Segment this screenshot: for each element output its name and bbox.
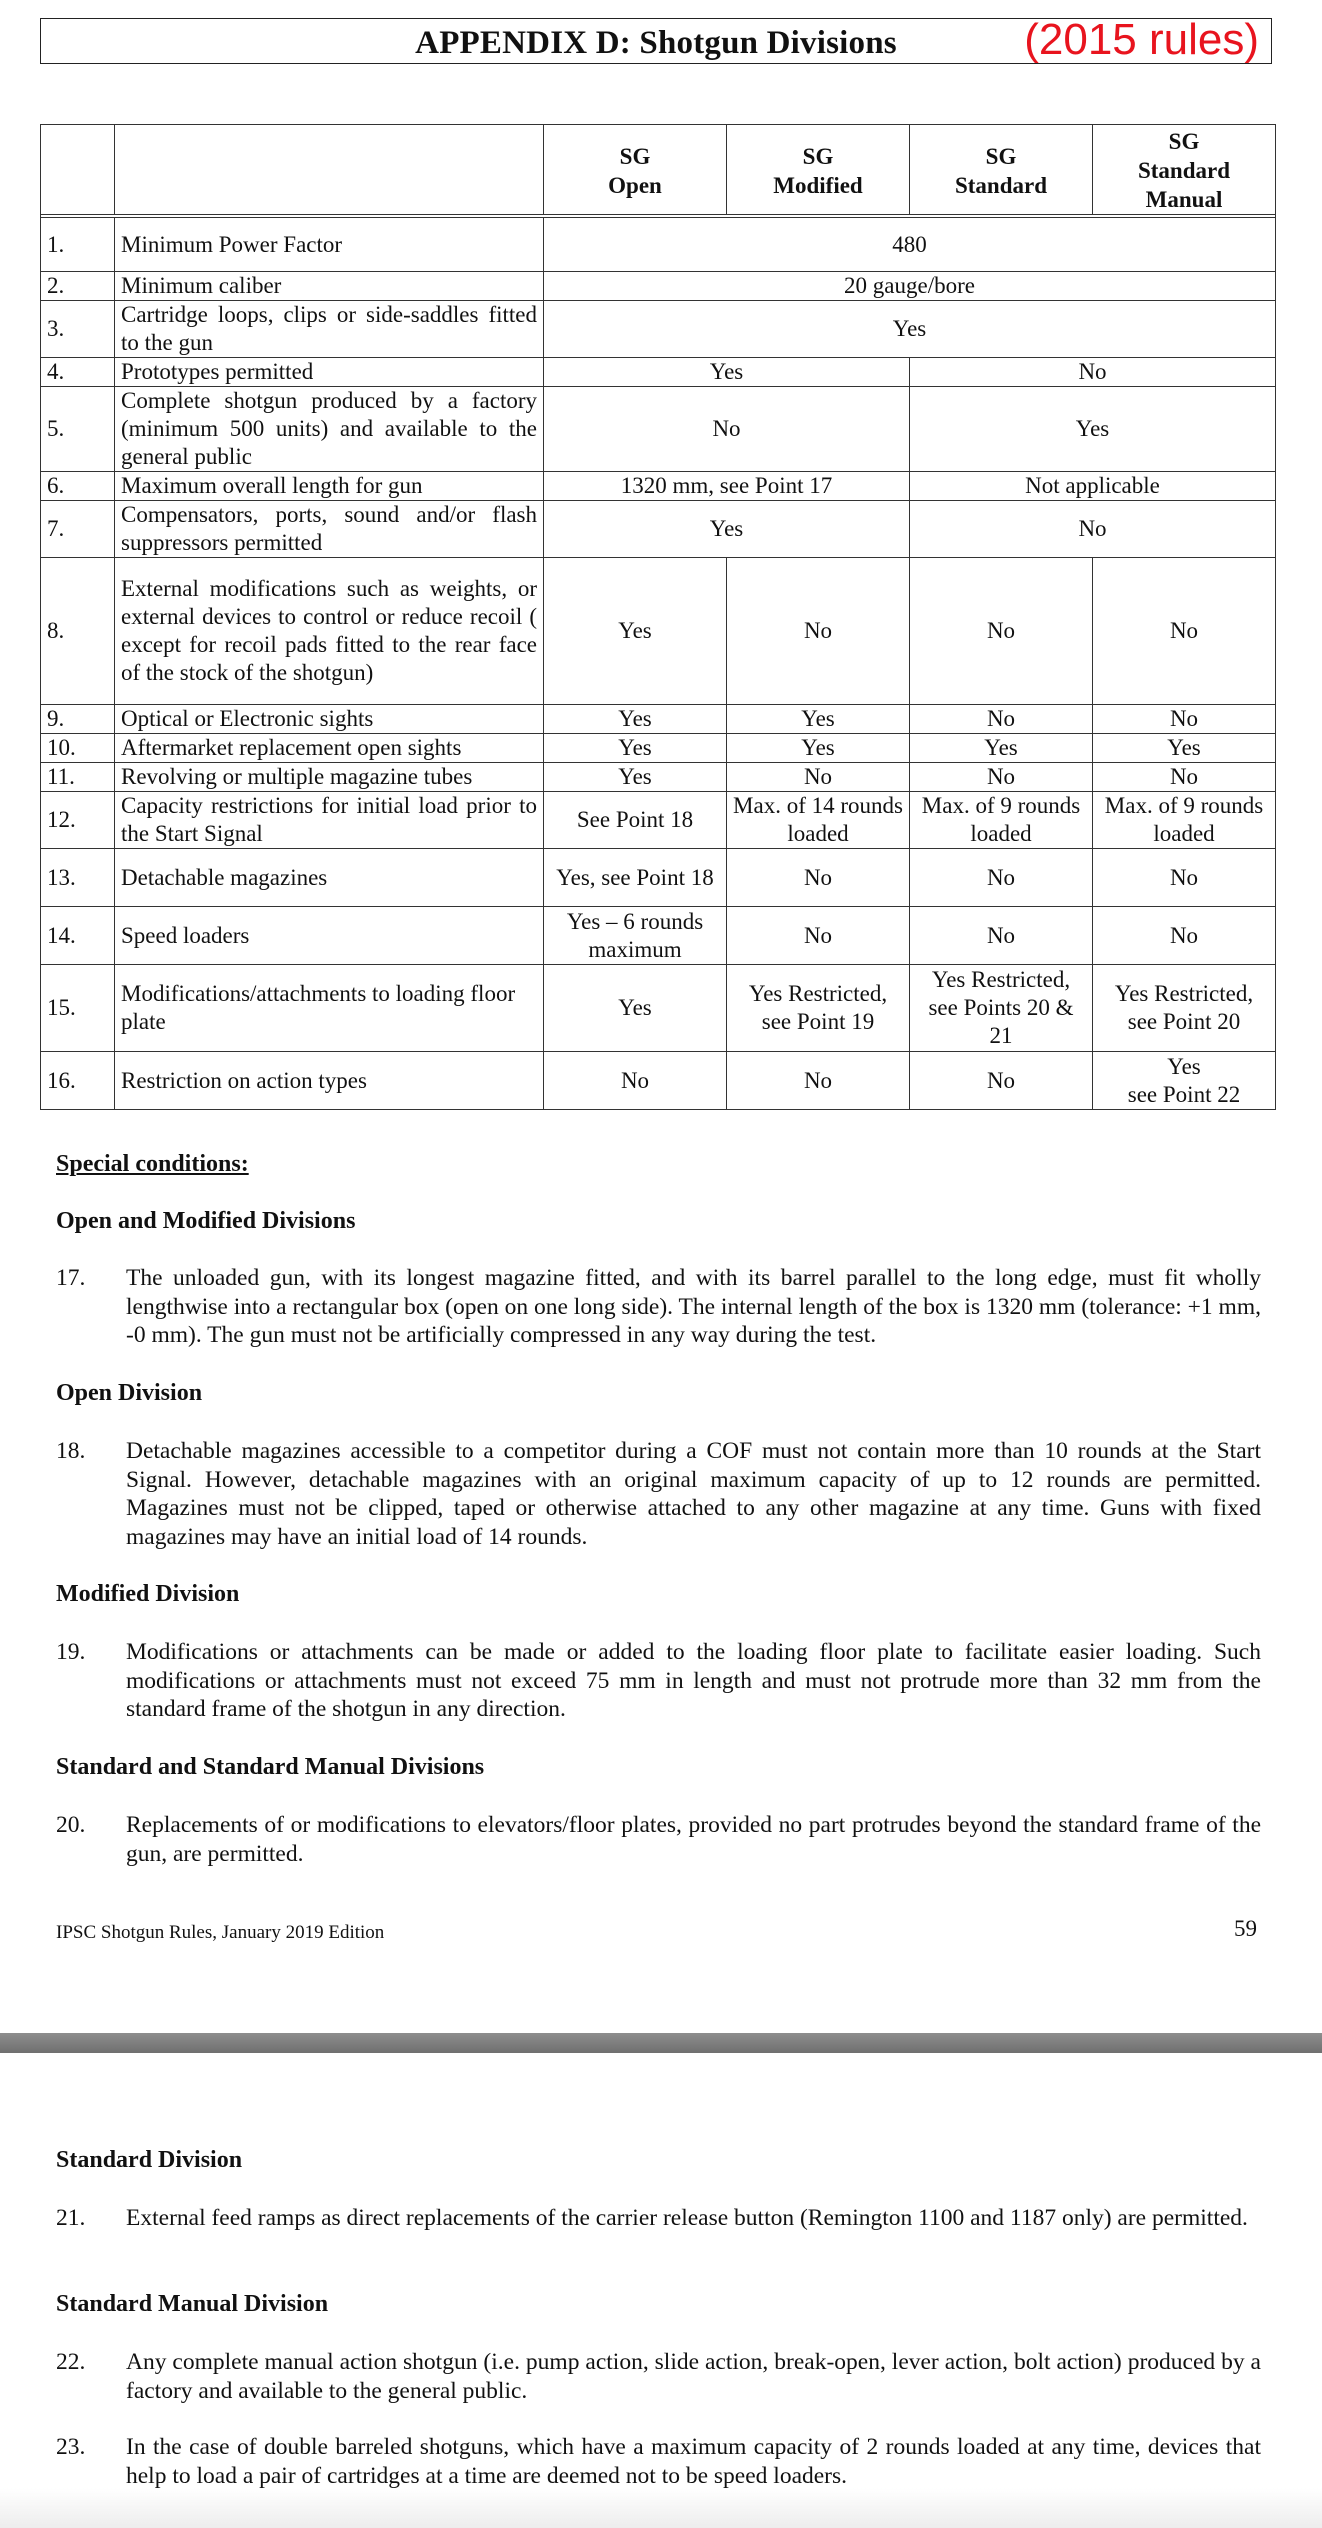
cell-value: Yes xyxy=(544,358,910,387)
row-number: 12. xyxy=(41,792,115,849)
point-text: The unloaded gun, with its longest magazine fitted, and with its barrel parallel to the long edge, must fit wholly lengthwise into a rectangular box (open on one long side). The internal length of the box is 1320 mm (tolerance: +1 mm, -0 mm). The gun must not be artificially compressed in any way during the test. xyxy=(126,1265,1261,1348)
point-number: 19. xyxy=(56,1639,86,1665)
row-number: 16. xyxy=(41,1052,115,1110)
cell-value: Yes xyxy=(727,705,910,734)
standard-division-heading: Standard Division xyxy=(56,2147,243,2173)
cell-value: Yes Restricted, see Point 20 xyxy=(1093,965,1276,1052)
point-22 xyxy=(56,2348,1261,2405)
point-20 xyxy=(56,1811,1261,1868)
cell-value: No xyxy=(910,558,1093,705)
table-row xyxy=(41,301,1276,358)
row-number: 14. xyxy=(41,907,115,965)
table-row xyxy=(41,734,1276,763)
row-number: 9. xyxy=(41,705,115,734)
row-description: External modifications such as weights, or external devices to control or reduce recoil ( except for recoil pads fitted to the rear face of the stock of the shotgun) xyxy=(115,558,544,705)
cell-value: Yes, see Point 18 xyxy=(544,849,727,907)
row-number: 6. xyxy=(41,472,115,501)
cell-value: No xyxy=(727,849,910,907)
point-number: 18. xyxy=(56,1438,86,1464)
cell-value: 20 gauge/bore xyxy=(544,272,1276,301)
cell-value: Yes xyxy=(544,763,727,792)
cell-value: No xyxy=(544,387,910,472)
row-description: Minimum Power Factor xyxy=(115,218,544,272)
table-row xyxy=(41,763,1276,792)
cell-value: No xyxy=(910,358,1276,387)
row-description: Restriction on action types xyxy=(115,1052,544,1110)
open-division-heading: Open Division xyxy=(56,1380,203,1406)
row-description: Modifications/attachments to loading floor plate xyxy=(115,965,544,1052)
standard-manual-heading: Standard Manual Division xyxy=(56,2291,329,2317)
table-row xyxy=(41,387,1276,472)
table-row xyxy=(41,1052,1276,1110)
cell-value: No xyxy=(727,763,910,792)
cell-value: No xyxy=(1093,907,1276,965)
row-number: 11. xyxy=(41,763,115,792)
cell-value: Yes xyxy=(910,734,1093,763)
row-number: 3. xyxy=(41,301,115,358)
row-description: Cartridge loops, clips or side-saddles fitted to the gun xyxy=(115,301,544,358)
cell-value: No xyxy=(910,763,1093,792)
cell-value: No xyxy=(544,1052,727,1110)
row-description: Optical or Electronic sights xyxy=(115,705,544,734)
point-19 xyxy=(56,1638,1261,1724)
cell-value: No xyxy=(1093,705,1276,734)
cell-value: Yes xyxy=(544,501,910,558)
column-header-sg-open: SG Open xyxy=(544,125,727,215)
cell-value: No xyxy=(910,705,1093,734)
cell-value: Yes xyxy=(544,965,727,1052)
cell-value: No xyxy=(910,849,1093,907)
cell-value: No xyxy=(1093,849,1276,907)
appendix-title-box xyxy=(40,15,1272,64)
cell-value: Max. of 9 rounds loaded xyxy=(1093,792,1276,849)
standard-and-manual-heading: Standard and Standard Manual Divisions xyxy=(56,1754,485,1780)
point-18 xyxy=(56,1437,1261,1551)
header-empty-num xyxy=(41,125,115,215)
table-header-row xyxy=(41,125,1276,215)
row-number: 10. xyxy=(41,734,115,763)
row-number: 4. xyxy=(41,358,115,387)
column-header-sg-standard: SG Standard xyxy=(910,125,1093,215)
row-number: 1. xyxy=(41,218,115,272)
point-17 xyxy=(56,1264,1261,1350)
cell-value: No xyxy=(910,907,1093,965)
table-row xyxy=(41,705,1276,734)
table-row xyxy=(41,272,1276,301)
table-row xyxy=(41,849,1276,907)
row-description: Aftermarket replacement open sights xyxy=(115,734,544,763)
special-conditions-heading: Special conditions: xyxy=(56,1151,249,1177)
cell-value: 1320 mm, see Point 17 xyxy=(544,472,910,501)
row-number: 13. xyxy=(41,849,115,907)
cell-value: Max. of 9 rounds loaded xyxy=(910,792,1093,849)
cell-value: No xyxy=(727,1052,910,1110)
row-number: 7. xyxy=(41,501,115,558)
row-number: 15. xyxy=(41,965,115,1052)
cell-value: No xyxy=(910,1052,1093,1110)
table-row xyxy=(41,558,1276,705)
column-header-sg-modified: SG Modified xyxy=(727,125,910,215)
cell-value: Yes Restricted, see Points 20 & 21 xyxy=(910,965,1093,1052)
cell-value: 480 xyxy=(544,218,1276,272)
row-number: 8. xyxy=(41,558,115,705)
cell-value: Max. of 14 rounds loaded xyxy=(727,792,910,849)
table-row xyxy=(41,358,1276,387)
cell-value: Yes Restricted, see Point 19 xyxy=(727,965,910,1052)
point-text: Replacements of or modifications to elevators/floor plates, provided no part protrudes beyond the standard frame of the gun, are permitted. xyxy=(126,1812,1261,1867)
cell-value: Not applicable xyxy=(910,472,1276,501)
table-row xyxy=(41,907,1276,965)
document-page-60 xyxy=(0,2053,1322,2528)
point-number: 21. xyxy=(56,2205,86,2231)
row-number: 2. xyxy=(41,272,115,301)
cell-value: No xyxy=(727,907,910,965)
row-description: Maximum overall length for gun xyxy=(115,472,544,501)
cell-value: No xyxy=(1093,558,1276,705)
column-header-sg-standard-manual: SG Standard Manual xyxy=(1093,125,1276,215)
cell-value: No xyxy=(727,558,910,705)
cell-value: Yes xyxy=(544,734,727,763)
page-number: 59 xyxy=(1234,1916,1257,1941)
point-number: 17. xyxy=(56,1265,86,1291)
shotgun-divisions-table xyxy=(40,124,1276,1110)
row-description: Detachable magazines xyxy=(115,849,544,907)
point-text: Detachable magazines accessible to a competitor during a COF must not contain more than 10 rounds at the Start Signal. However, detachable magazines with an original maximum capacity of up to 12 rounds are permitted. Magazines must not be clipped, taped or otherwise attached to any other magazine at any time. Guns with fixed magazines may have an initial load of 14 rounds. xyxy=(126,1438,1261,1550)
row-number: 5. xyxy=(41,387,115,472)
rules-year-annotation: (2015 rules) xyxy=(1024,15,1259,64)
cell-value: Yes – 6 rounds maximum xyxy=(544,907,727,965)
table-row xyxy=(41,472,1276,501)
cell-value: Yes xyxy=(727,734,910,763)
point-text: External feed ramps as direct replacements of the carrier release button (Remington 1100 and 1187 only) are permitted. xyxy=(126,2205,1248,2231)
point-23 xyxy=(56,2433,1261,2490)
cell-value: Yes xyxy=(544,705,727,734)
cell-value: Yes xyxy=(544,558,727,705)
table-row xyxy=(41,965,1276,1052)
row-description: Minimum caliber xyxy=(115,272,544,301)
cell-value: Yes xyxy=(910,387,1276,472)
cell-value: See Point 18 xyxy=(544,792,727,849)
appendix-title: APPENDIX D: Shotgun Divisions xyxy=(415,25,897,61)
cell-value: No xyxy=(1093,763,1276,792)
row-description: Prototypes permitted xyxy=(115,358,544,387)
row-description: Capacity restrictions for initial load prior to the Start Signal xyxy=(115,792,544,849)
modified-division-heading: Modified Division xyxy=(56,1581,240,1607)
point-number: 23. xyxy=(56,2434,86,2460)
row-description: Complete shotgun produced by a factory (minimum 500 units) and available to the general public xyxy=(115,387,544,472)
open-modified-heading: Open and Modified Divisions xyxy=(56,1208,356,1234)
row-description: Compensators, ports, sound and/or flash suppressors permitted xyxy=(115,501,544,558)
table-row xyxy=(41,218,1276,272)
point-21 xyxy=(56,2204,1261,2233)
point-text: In the case of double barreled shotguns, which have a maximum capacity of 2 rounds loaded at any time, devices that help to load a pair of cartridges at a time are deemed not to be speed loaders. xyxy=(126,2434,1261,2489)
cell-value: No xyxy=(910,501,1276,558)
cell-value: Yes see Point 22 xyxy=(1093,1052,1276,1110)
point-text: Modifications or attachments can be made or added to the loading floor plate to facilitate easier loading. Such modifications or attachments must not exceed 75 mm in length and must not protrude more than 32 mm from the standard frame of the shotgun in any direction. xyxy=(126,1639,1261,1722)
header-empty-desc xyxy=(115,125,544,215)
row-description: Revolving or multiple magazine tubes xyxy=(115,763,544,792)
bottom-fade xyxy=(0,2488,1322,2528)
page-separator xyxy=(0,2033,1322,2053)
cell-value: Yes xyxy=(544,301,1276,358)
row-description: Speed loaders xyxy=(115,907,544,965)
point-number: 20. xyxy=(56,1812,86,1838)
point-number: 22. xyxy=(56,2349,86,2375)
table-row xyxy=(41,501,1276,558)
table-row xyxy=(41,792,1276,849)
footer-edition: IPSC Shotgun Rules, January 2019 Edition xyxy=(56,1922,385,1943)
cell-value: Yes xyxy=(1093,734,1276,763)
point-text: Any complete manual action shotgun (i.e. pump action, slide action, break-open, lever action, bolt action) produced by a factory and available to the general public. xyxy=(126,2349,1261,2404)
